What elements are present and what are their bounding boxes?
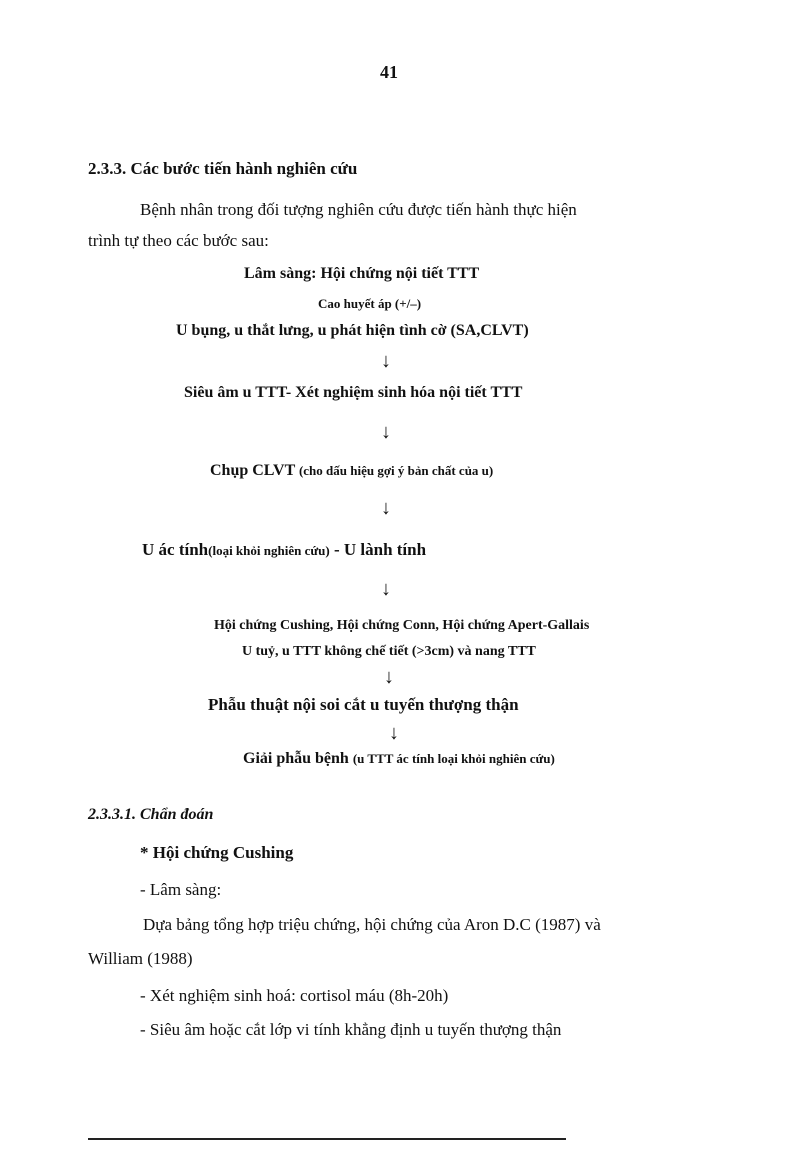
flow-step4-note: (loại khỏi nghiên cứu) [208,543,330,558]
bullet-heading: * Hội chứng Cushing [140,843,294,862]
flow-step7-note: (u TTT ác tính loại khỏi nghiên cứu) [352,751,555,766]
flow-step5-line2: U tuỷ, u TTT không chế tiết (>3cm) và nang TTT [242,644,536,659]
section-heading: 2.3.3. Các bước tiến hành nghiên cứu [88,159,358,178]
down-arrow-icon: ↓ [381,497,391,519]
clinical-text-line-2: William (1988) [88,949,193,968]
intro-line-1: Bệnh nhân trong đối tượng nghiên cứu được tiến hành thực hiện [140,200,577,219]
flow-step4-benign: - U lành tính [329,540,427,559]
flow-step7-main: Giải phẫu bệnh [243,750,353,767]
footer-rule [88,1138,566,1140]
subsection-heading: 2.3.3.1. Chẩn đoán [88,806,214,823]
flow-step1-line3: U bụng, u thắt lưng, u phát hiện tình cờ (SA,CLVT) [176,322,529,339]
down-arrow-icon: ↓ [381,578,391,600]
intro-line-2: trình tự theo các bước sau: [88,231,269,250]
flow-step4-malignant: U ác tính [142,540,209,559]
flow-step3-main: Chụp CLVT [210,462,299,479]
flow-step4 [142,540,426,560]
flow-step1-line1: Lâm sàng: Hội chứng nội tiết TTT [244,265,480,282]
flow-step3-note: (cho dấu hiệu gợi ý bản chất của u) [298,463,494,478]
down-arrow-icon: ↓ [381,421,391,443]
down-arrow-icon: ↓ [381,350,391,372]
flow-step1-line2: Cao huyết áp (+/–) [318,296,422,311]
imaging-item: - Siêu âm hoặc cắt lớp vi tính khẳng định u tuyến thượng thận [140,1020,562,1039]
flow-step3 [210,462,493,480]
flow-step5-line1: Hội chứng Cushing, Hội chứng Conn, Hội chứng Apert-Gallais [214,618,590,633]
down-arrow-icon: ↓ [389,722,399,744]
flow-step2: Siêu âm u TTT- Xét nghiệm sinh hóa nội tiết TTT [184,384,523,401]
page-number: 41 [380,62,398,82]
clinical-label: - Lâm sàng: [140,880,222,899]
clinical-text-line-1: Dựa bảng tổng hợp triệu chứng, hội chứng của Aron D.C (1987) và [143,915,601,934]
flow-step6: Phẫu thuật nội soi cắt u tuyến thượng thận [208,695,519,714]
down-arrow-icon: ↓ [384,666,394,688]
lab-test-item: - Xét nghiệm sinh hoá: cortisol máu (8h-20h) [140,986,449,1005]
flow-step7 [243,750,555,768]
